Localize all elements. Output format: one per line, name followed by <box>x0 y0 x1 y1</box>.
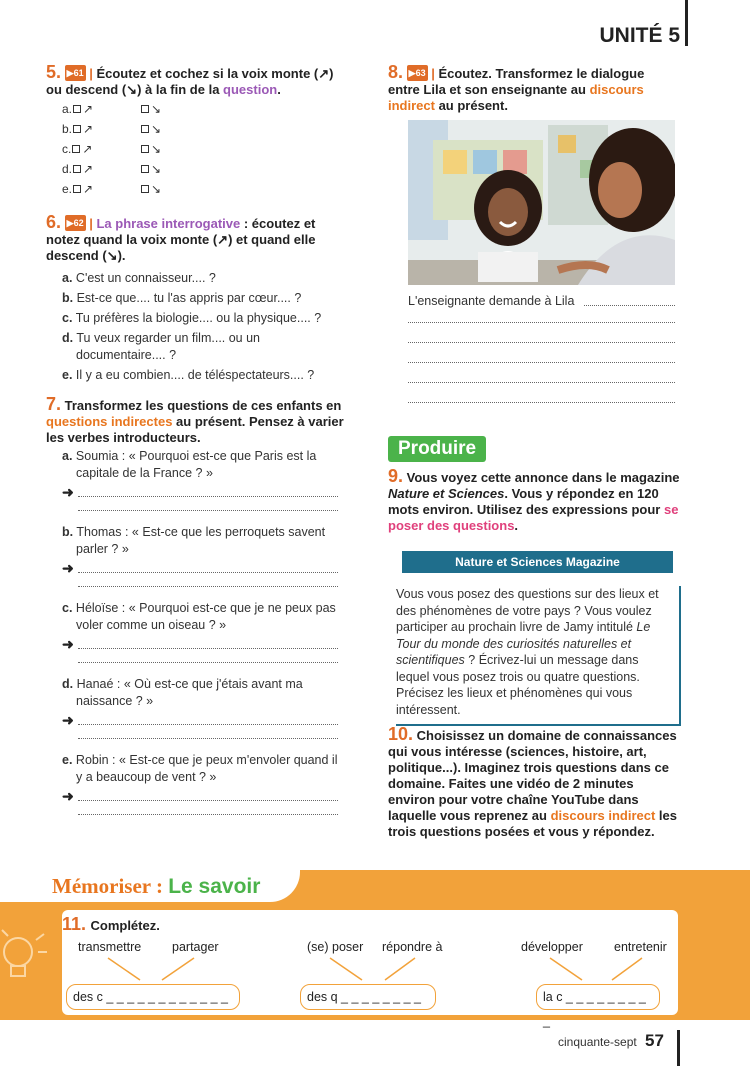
exercise-8-answer <box>408 292 675 410</box>
memoriser-title: Mémoriser : Le savoir <box>52 874 261 898</box>
exercise-number: 5. <box>46 62 62 82</box>
answer-field[interactable]: des c _ _ _ _ _ _ _ _ _ _ _ _ <box>66 984 240 1010</box>
answer-line[interactable] <box>78 496 338 497</box>
keyword: La phrase interrogative <box>96 216 241 231</box>
exercise-11-title <box>62 914 160 935</box>
grid-row: a. ↗ ↘ <box>62 102 162 116</box>
cue-word: répondre à <box>382 940 443 954</box>
exercise-5: 5. ▶61 | Écoutez et cochez si la voix monte (↗) ou descend (↘) à la fin de la question. <box>46 62 334 97</box>
answer-field[interactable]: la c _ _ _ _ _ _ _ _ _ <box>536 984 660 1010</box>
exercise-number: 6. <box>46 212 62 232</box>
instruction-text: Complétez. <box>90 918 160 933</box>
keyword: discours indirect <box>550 808 656 823</box>
exercise-8: 8. ▶63 | Écoutez. Transformez le dialogue entre Lila et son enseignante au discours indirect au présent. <box>388 62 645 113</box>
question-item: d. Hanaé : « Où est-ce que j'étais avant ma naissance ? » <box>62 677 303 708</box>
exercise-number: 11. <box>62 914 87 934</box>
exercise-9: 9. Vous voyez cette annonce dans le magazine Nature et Sciences. Vous y répondez en 120 mots environ. Utilisez des expressions pour se poser des questions. <box>388 466 680 533</box>
cue-word: transmettre <box>78 940 142 954</box>
list-item: d. Tu veux regarder un film.... ou un documentaire.... ? <box>62 331 261 362</box>
exercise-number: 7. <box>46 394 62 414</box>
keyword: questions indirectes <box>46 414 173 429</box>
list-item: b. Est-ce que.... tu l'as appris par cœur.... ? <box>62 291 302 305</box>
cue-word: développer <box>521 940 583 954</box>
exercise-number: 9. <box>388 466 404 486</box>
checkbox-down[interactable] <box>141 125 149 133</box>
answer-line[interactable] <box>78 800 338 801</box>
exercise-7-items <box>62 448 338 820</box>
instruction-text: : écoutez et notez quand la voix monte (↗) et quand elle descend (↘). <box>46 216 316 263</box>
answer-prompt: L'enseignante demande à Lila <box>408 294 575 308</box>
instruction-text: Choisissez un domaine de connaissances qui vous intéresse (sciences, histoire, art, politique...). Imaginez trois questions dans ce domaine. Faites une vidéo de 2 minutes environ pour votre chaîne YouTube dans laquelle vous reprenez au <box>388 728 677 823</box>
grid-row: d. ↗ ↘ <box>62 162 162 176</box>
checkbox-up[interactable] <box>73 165 81 173</box>
falling-arrow-icon: ↘ <box>151 182 162 196</box>
audio-track-icon[interactable]: ▶62 <box>65 215 86 231</box>
question-item: e. Robin : « Est-ce que je peux m'envoler quand il y a beaucoup de vent ? » <box>62 753 338 784</box>
unit-title: UNITÉ 5 <box>599 24 680 47</box>
advert-text: Vous vous posez des questions sur des lieux et des phénomènes de votre pays ? Vous voulez participer au prochain livre de Jamy intitulé <box>396 587 659 634</box>
unit-divider <box>685 0 688 46</box>
exercise-7: 7. Transformez les questions de ces enfants en questions indirectes au présent. Pensez à varier les verbes introducteurs. <box>46 394 344 445</box>
instruction-text: Transformez les questions de ces enfants en <box>64 398 342 413</box>
grid-row: e. ↗ ↘ <box>62 182 162 196</box>
keyword: se poser des questions <box>388 502 679 533</box>
cue-word: entretenir <box>614 940 667 954</box>
grid-row: c. ↗ ↘ <box>62 142 162 156</box>
magazine-banner: Nature et Sciences Magazine <box>402 551 673 573</box>
checkbox-down[interactable] <box>141 165 149 173</box>
teacher-student-illustration <box>408 120 675 285</box>
classroom-photo <box>408 120 675 285</box>
list-item: e. Il y a eu combien.... de téléspectateurs.... ? <box>62 368 315 382</box>
answer-line[interactable] <box>408 402 675 403</box>
falling-arrow-icon: ↘ <box>151 142 162 156</box>
checkbox-up[interactable] <box>73 105 81 113</box>
answer-line[interactable] <box>78 814 338 815</box>
answer-line[interactable] <box>408 322 675 323</box>
page-number: 57 <box>645 1031 664 1050</box>
rising-arrow-icon: ↗ <box>83 122 94 136</box>
falling-arrow-icon: ↘ <box>151 122 162 136</box>
checkbox-up[interactable] <box>73 185 81 193</box>
answer-line[interactable] <box>408 362 675 363</box>
checkbox-down[interactable] <box>141 105 149 113</box>
instruction-text: Vous voyez cette annonce dans le magazine <box>406 470 680 485</box>
falling-arrow-icon: ↘ <box>151 162 162 176</box>
answer-line[interactable] <box>78 648 338 649</box>
rising-arrow-icon: ↗ <box>83 182 94 196</box>
answer-arrow-icon: ➜ <box>62 788 74 804</box>
exercise-number: 10. <box>388 724 414 744</box>
question-item: c. Héloïse : « Pourquoi est-ce que je ne peux pas voler comme un oiseau ? » <box>62 601 336 632</box>
answer-line[interactable] <box>78 662 338 663</box>
audio-track-icon[interactable]: ▶63 <box>407 65 428 81</box>
footer-divider <box>677 1030 680 1066</box>
exercise-10: 10. Choisissez un domaine de connaissances qui vous intéresse (sciences, histoire, art, politique...). Imaginez trois questions dans ce domaine. Faites une vidéo de 2 minutes environ pour votre chaîne YouTube dans laquelle vous reprenez au discours indirect les trois questions posées et vous y répondez. <box>388 724 677 839</box>
advert-box: Vous vous posez des questions sur des lieux et des phénomènes de votre pays ? Vous voulez participer au prochain livre de Jamy intitulé Le Tour du monde des curiosités naturelles et scientifiques ? Écrivez-lui un message dans lequel vous posez trois ou quatre questions. Précisez les lieux et phénomènes qui vous intéressent. <box>396 586 681 726</box>
keyword: question <box>223 82 278 97</box>
page-number-word: cinquante-sept <box>558 1035 637 1049</box>
instruction-text: Écoutez. Transformez le dialogue entre Lila et son enseignante au <box>388 66 645 97</box>
exercise-number: 8. <box>388 62 404 82</box>
list-item: c. Tu préfères la biologie.... ou la physique.... ? <box>62 311 322 325</box>
answer-arrow-icon: ➜ <box>62 560 74 576</box>
list-item: a. C'est un connaisseur.... ? <box>62 271 216 285</box>
produire-label: Produire <box>388 436 486 462</box>
checkbox-down[interactable] <box>141 185 149 193</box>
grid-row: b. ↗ ↘ <box>62 122 162 136</box>
falling-arrow-icon: ↘ <box>151 102 162 116</box>
checkbox-up[interactable] <box>72 145 80 153</box>
instruction-text: Écoutez et cochez si la voix monte (↗) ou descend (↘) à la fin de la <box>46 66 334 97</box>
answer-line[interactable] <box>78 724 338 725</box>
intonation-grid <box>62 102 222 202</box>
answer-line[interactable] <box>408 382 675 383</box>
cue-word: partager <box>172 940 219 954</box>
checkbox-down[interactable] <box>141 145 149 153</box>
answer-arrow-icon: ➜ <box>62 712 74 728</box>
answer-line[interactable] <box>78 572 338 573</box>
answer-line[interactable] <box>78 738 338 739</box>
cue-word: (se) poser <box>307 940 364 954</box>
answer-line[interactable] <box>408 342 675 343</box>
answer-line[interactable] <box>78 510 338 511</box>
answer-arrow-icon: ➜ <box>62 636 74 652</box>
audio-track-icon[interactable]: ▶61 <box>65 65 86 81</box>
question-item: a. Soumia : « Pourquoi est-ce que Paris est la capitale de la France ? » <box>62 449 317 480</box>
answer-field[interactable]: des q _ _ _ _ _ _ _ _ <box>300 984 436 1010</box>
rising-arrow-icon: ↗ <box>83 162 94 176</box>
answer-arrow-icon: ➜ <box>62 484 74 500</box>
rising-arrow-icon: ↗ <box>82 142 93 156</box>
answer-line[interactable] <box>78 586 338 587</box>
keyword: discours indirect <box>388 82 644 113</box>
question-item: b. Thomas : « Est-ce que les perroquets savent parler ? » <box>62 525 326 556</box>
checkbox-up[interactable] <box>73 125 81 133</box>
rising-arrow-icon: ↗ <box>83 102 94 116</box>
answer-line[interactable] <box>584 305 675 306</box>
exercise-6: 6. ▶62 | La phrase interrogative : écoutez et notez quand la voix monte (↗) et quand elle descend (↘). a. C'est un connaisseur.... ? b. Est-ce que.... tu l'as appris par cœur.... ? c. Tu préfères la biologie.... ou la physique.... ? d. Tu veux regarder un film.... ou un documentaire.... ? e. Il y a eu combien.... de téléspectateurs.... ? <box>46 214 346 387</box>
